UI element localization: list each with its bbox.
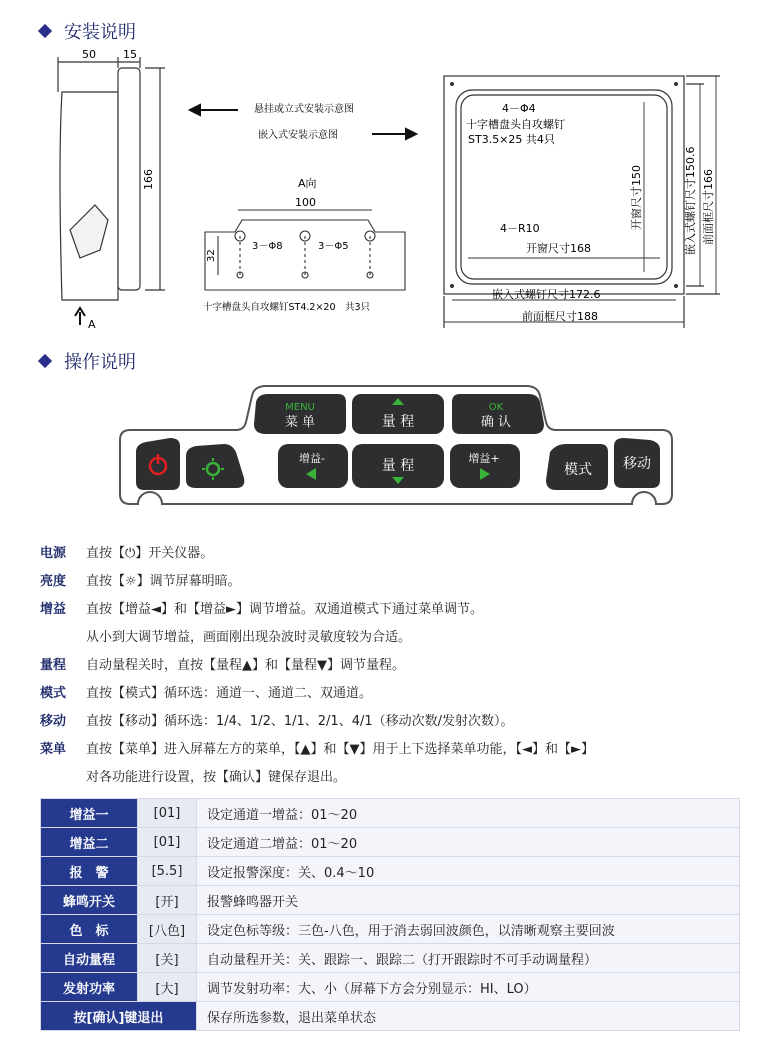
move-button[interactable] [614,438,660,488]
op-desc: 直按【移动】循环选：1/4、1/2、1/1、2/1、4/1（移动次数/发射次数）。 [86,714,514,729]
op-power [40,540,760,568]
menu-item-value: [开] [138,886,197,915]
side-view [58,57,165,325]
op-gain [40,596,760,624]
op-name: 增益 [40,602,67,617]
op-desc: 直按【模式】循环选：通道一、通道二、双通道。 [86,686,373,701]
ok-top-label: OK [488,402,504,413]
hole-4-phi4: 4－Φ4 [502,102,536,115]
menu-item-desc: 保存所选参数，退出菜单状态 [197,1002,740,1031]
menu-item-value: [01] [138,828,197,857]
menu-item-name: 增益一 [41,799,138,828]
menu-item-desc: 设定通道一增益：01～20 [197,799,740,828]
table-row [41,799,740,828]
menu-item-value: [01] [138,799,197,828]
embed-172-6: 嵌入式螺钉尺寸172.6 [492,288,601,301]
power-button[interactable] [136,438,180,490]
bracket-screw-note: 十字槽盘头自攻螺钉ST4.2×20 共3只 [203,302,371,313]
op-desc: 直按【☼】调节屏幕明暗。 [86,574,241,589]
operation-list [40,540,760,792]
diamond-bullet-icon [38,354,52,368]
range-down-button[interactable] [352,444,444,488]
table-row [41,944,740,973]
front-166: 前面框尺寸166 [702,169,715,245]
table-row [41,915,740,944]
table-row [41,828,740,857]
op-name: 电源 [40,546,67,561]
install-title-text: 安装说明 [64,22,136,43]
arrow-a-label: A [88,318,96,331]
hole-3-phi8: 3－Φ8 [252,241,283,252]
op-menu [40,736,760,764]
op-menu-cont: 对各功能进行设置，按【确认】键保存退出。 [86,770,347,785]
op-desc: 自动量程关时，直按【量程▲】和【量程▼】调节量程。 [86,658,405,673]
panel-screw-line1: 十字槽盘头自攻螺钉 [466,118,565,131]
menu-item-value: [大] [138,973,197,1002]
menu-item-value: [5.5] [138,857,197,886]
window-150: 开窗尺寸150 [630,165,643,230]
table-row [41,1002,740,1031]
op-desc: 直按【⏻】开关仪器。 [86,546,214,561]
front-188: 前面框尺寸188 [522,310,598,323]
gain-plus-label: 增益+ [468,452,500,465]
dim-166: 166 [142,169,155,190]
menu-item-desc: 设定色标等级：三色-八色，用于消去弱回波颜色，以清晰观察主要回波 [197,915,740,944]
window-168: 开窗尺寸168 [526,242,591,255]
menu-item-desc: 自动量程开关：关、跟踪一、跟踪二（打开跟踪时不可手动调量程） [197,944,740,973]
panel-screw-line2: ST3.5×25 共4只 [468,133,555,146]
menu-item-desc: 设定报警深度：关、0.4～10 [197,857,740,886]
menu-item-desc: 报警蜂鸣器开关 [197,886,740,915]
hang-install-label: 悬挂或立式安装示意图 [254,104,354,115]
gain-minus-label: 增益- [299,452,325,465]
op-desc: 直按【增益◄】和【增益►】调节增益。双通道模式下通过菜单调节。 [86,602,483,617]
menu-item-desc: 调节发射功率：大、小（屏幕下方会分别显示：HI、LO） [197,973,740,1002]
menu-button[interactable] [254,394,346,434]
op-brightness [40,568,760,596]
range-up-button[interactable] [352,394,444,434]
dim-100: 100 [295,196,316,209]
menu-item-desc: 设定通道二增益：01～20 [197,828,740,857]
op-move [40,708,760,736]
diamond-bullet-icon [38,24,52,38]
ok-button[interactable] [452,394,544,434]
menu-top-label: MENU [285,402,315,413]
installation-diagram [0,40,780,340]
op-name: 菜单 [40,742,67,757]
hole-3-phi5: 3－Φ5 [318,241,349,252]
embed-install-label: 嵌入式安装示意图 [258,130,338,141]
operation-title-text: 操作说明 [64,352,136,373]
op-mode [40,680,760,708]
menu-bottom-label: 菜 单 [284,415,316,430]
menu-item-name: 发射功率 [41,973,138,1002]
range-up-label: 量 程 [381,414,415,430]
table-row [41,973,740,1002]
mode-button[interactable] [546,444,608,490]
op-range [40,652,760,680]
dim-15: 15 [123,48,137,61]
operation-section-title [40,348,136,374]
menu-item-name: 增益二 [41,828,138,857]
a-view-label: A向 [298,177,317,190]
move-label: 移动 [623,456,651,472]
gain-minus-button[interactable] [278,444,348,488]
op-name: 量程 [40,658,67,673]
menu-settings-table [40,798,740,1031]
menu-item-name: 色 标 [41,915,138,944]
op-name: 模式 [40,686,67,701]
menu-item-name: 蜂鸣开关 [41,886,138,915]
op-name: 移动 [40,714,67,729]
mode-label: 模式 [564,462,592,478]
dim-32: 32 [206,249,217,262]
op-gain-cont: 从小到大调节增益，画面刚出现杂波时灵敏度较为合适。 [86,630,412,645]
table-row [41,886,740,915]
menu-item-value: [关] [138,944,197,973]
keypad-panel [116,382,676,510]
table-row [41,857,740,886]
menu-item-name: 按[确认]键退出 [41,1002,197,1031]
menu-item-name: 报 警 [41,857,138,886]
dim-50: 50 [82,48,96,61]
menu-item-value: [八色] [138,915,197,944]
op-desc: 直按【菜单】进入屏幕左方的菜单，【▲】和【▼】用于上下选择菜单功能，【◄】和【►】 [86,742,594,757]
gain-plus-button[interactable] [450,444,520,488]
range-down-label: 量 程 [381,458,415,474]
embed-150-6: 嵌入式螺钉尺寸150.6 [684,146,697,255]
menu-item-name: 自动量程 [41,944,138,973]
r10: 4－R10 [500,222,540,235]
ok-bottom-label: 确 认 [480,415,512,430]
op-name: 亮度 [40,574,67,589]
